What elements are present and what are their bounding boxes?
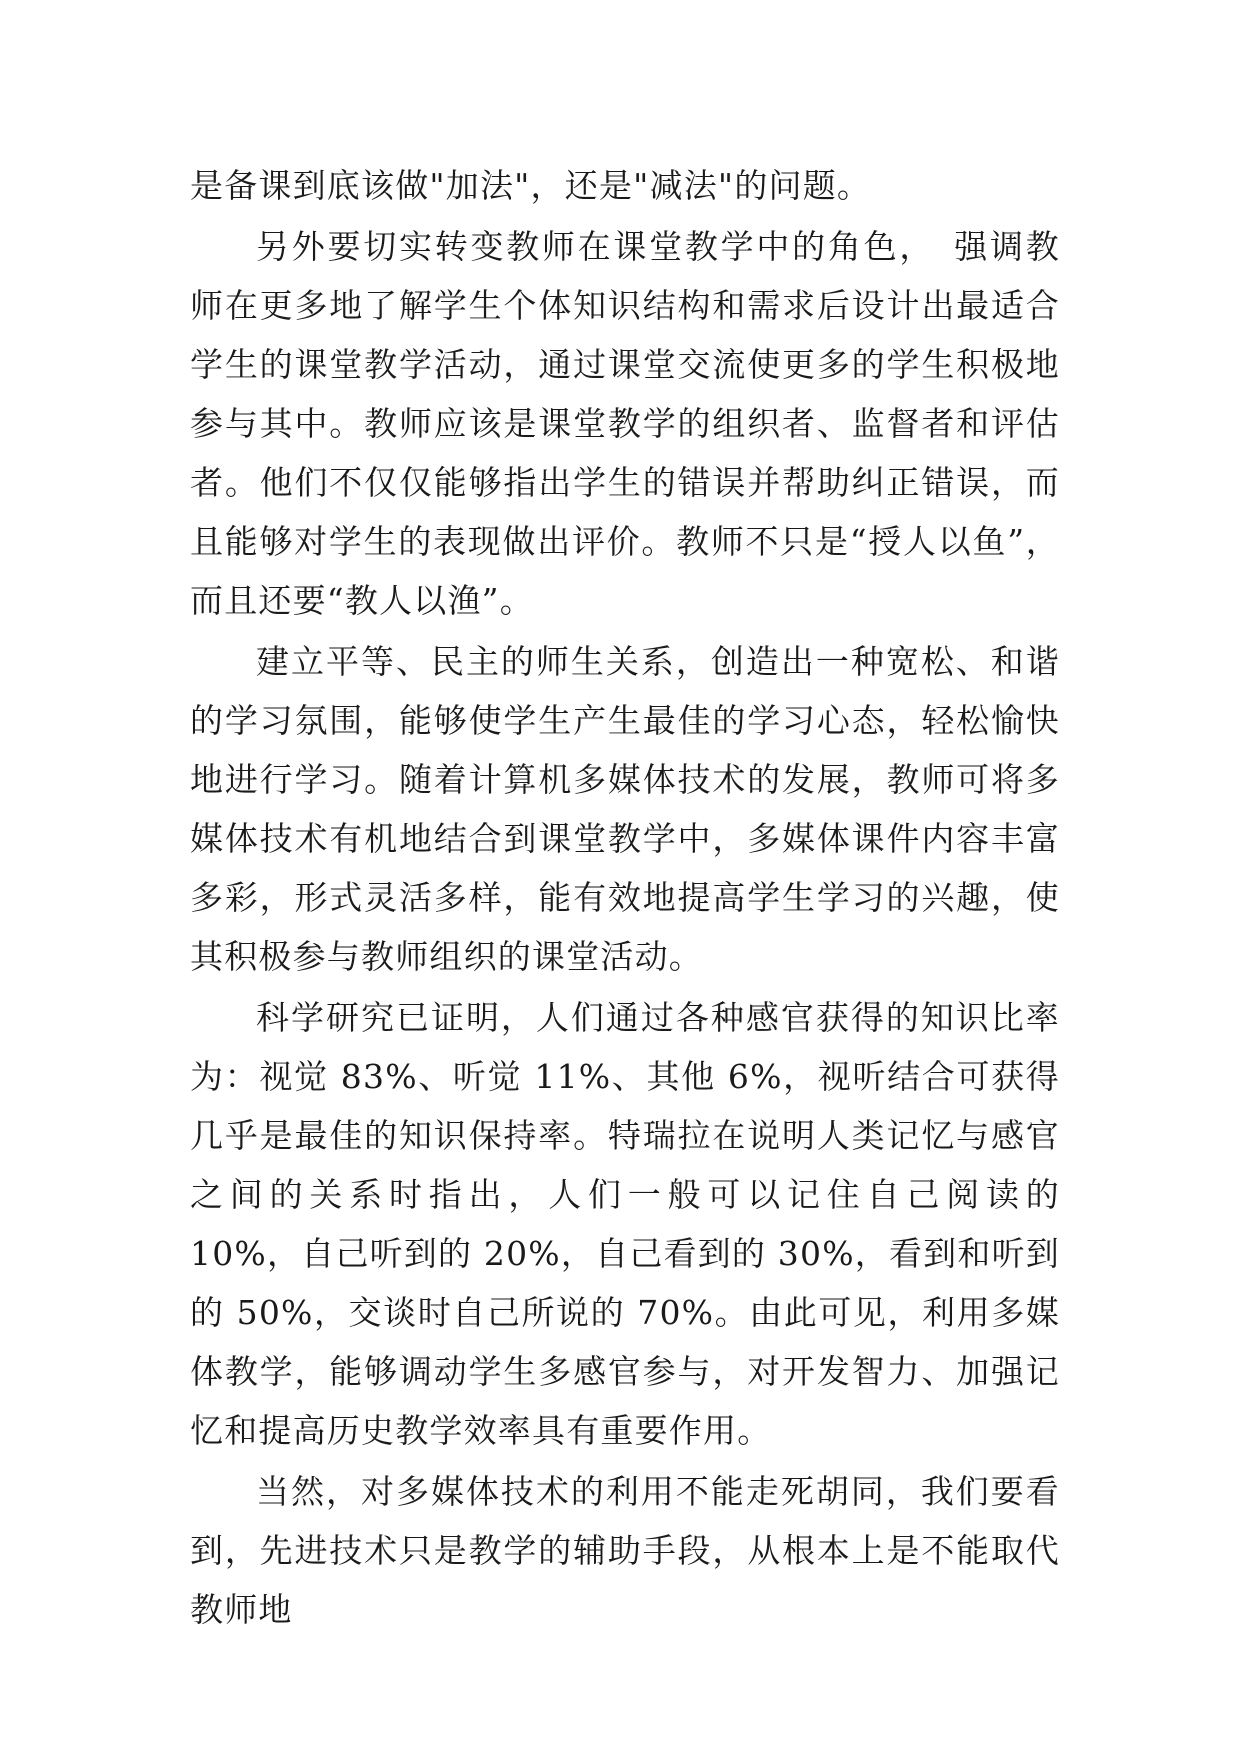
- paragraph-1: 是备课到底该做"加法"，还是"减法"的问题。: [190, 166, 872, 205]
- paragraph-4: 科学研究已证明，人们通过各种感官获得的知识比率为：视觉 83%、听觉 11%、其他 6%，视听结合可获得几乎是最佳的知识保持率。特瑞拉在说明人类记忆与感官之间的关系时指出，人们一般可以记住自己阅读的 10%，自己听到的 20%，自己看到的 30%，看到和听到的 50%，交谈时自己所说的 70%。由此可见，利用多媒体教学，能够调动学生多感官参与，对开发智力、加强记忆和提高历史教学效率具有重要作用。: [190, 998, 1060, 1450]
- paragraph-2: 另外要切实转变教师在课堂教学中的角色， 强调教师在更多地了解学生个体知识结构和需求后设计出最适合学生的课堂教学活动，通过课堂交流使更多的学生积极地参与其中。教师应该是课堂教学的组织者、监督者和评估者。他们不仅仅能够指出学生的错误并帮助纠正错误，而且能够对学生的表现做出评价。教师不只是“授人以鱼”，而且还要“教人以渔”。: [190, 227, 1060, 620]
- paragraph-3: 建立平等、民主的师生关系，创造出一种宽松、和谐的学习氛围，能够使学生产生最佳的学习心态，轻松愉快地进行学习。随着计算机多媒体技术的发展，教师可将多媒体技术有机地结合到课堂教学中，多媒体课件内容丰富多彩，形式灵活多样，能有效地提高学生学习的兴趣，使其积极参与教师组织的课堂活动。: [190, 642, 1060, 976]
- paragraph-5: 当然，对多媒体技术的利用不能走死胡同，我们要看到，先进技术只是教学的辅助手段，从根本上是不能取代教师地: [190, 1472, 1060, 1629]
- document-body: [190, 156, 1060, 1641]
